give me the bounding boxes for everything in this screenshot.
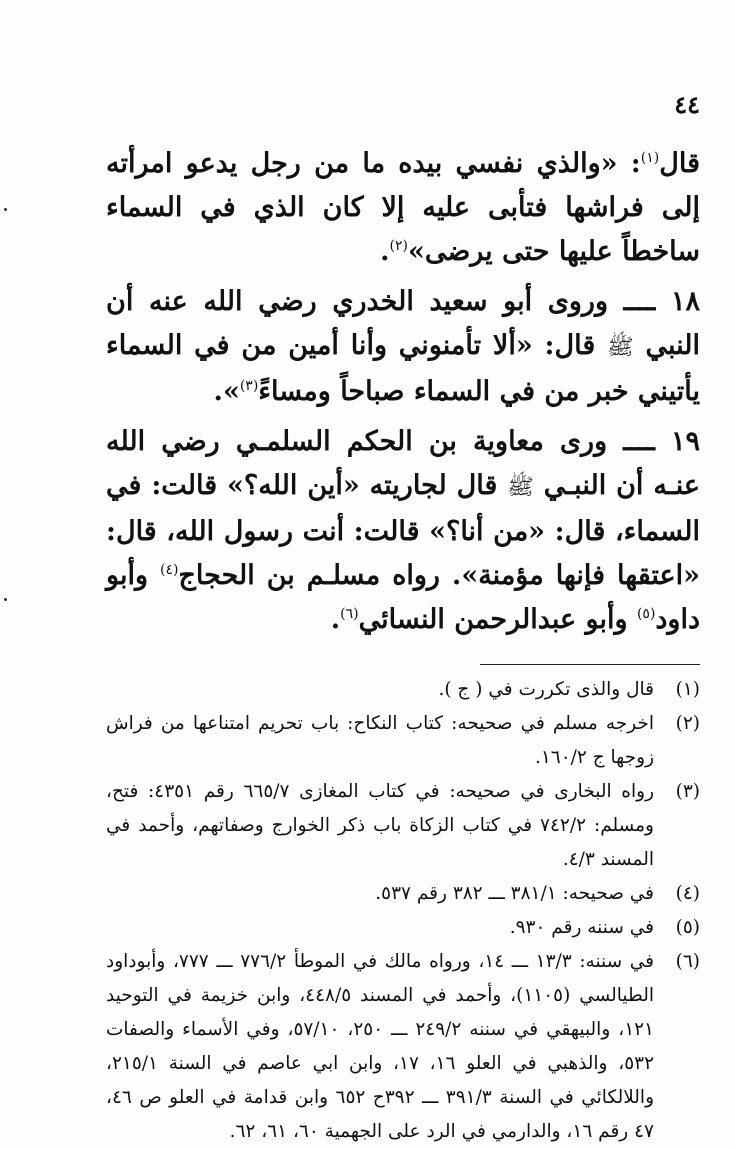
footnotes <box>106 673 700 1149</box>
footnote-3 <box>106 775 700 877</box>
book-page <box>106 90 700 1149</box>
footnote-ref-1[interactable]: (١) <box>640 150 660 166</box>
text-run: ». <box>213 376 240 407</box>
footnote-ref-6[interactable]: (٦) <box>340 606 359 622</box>
salawat-symbol: ﷺ <box>507 475 534 500</box>
footnote-ref-3[interactable]: (٣) <box>239 378 259 394</box>
text-run: : «والذي نفسي بيده ما من رجل يدعو امرأته إلى فراشها فتأبى عليه إلا كان الذي في السماء ساخطاً عليها حتى يرضى» <box>106 148 700 267</box>
text-run: وأبو داود <box>106 560 700 635</box>
text-run: ١٨ ــــ وروى أبو سعيد الخدري رضي الله عنه أن النبي <box>106 286 700 361</box>
hadith-18 <box>106 280 700 414</box>
text-run: . <box>330 604 341 635</box>
footnote-text: اخرجه مسلم في صحيحه: كتاب النكاح: باب تحريم امتناعها من فراش زوجها ج ١٦٠/٢. <box>106 713 654 768</box>
footnote-ref-2[interactable]: (٢) <box>389 238 408 254</box>
text-run: ١٩ ــــ ورى معاوية بن الحكم السلمـي رضي الله عنـه أن النبـي <box>106 426 700 501</box>
footnote-4 <box>106 877 700 911</box>
main-text <box>106 142 700 642</box>
scan-mark-top <box>4 208 7 211</box>
footnote-text: في سننه: ١٣/٣ ـــ ١٤، ورواه مالك في الموطأ ٧٧٦/٢ ـــ ٧٧٧، وأبوداود الطيالسي (١١٠٥)، وأحمد في المسند ٤٤٨/٥، وابن خزيمة في التوحيد ١٢١، والبيهقي في سننه ٢٤٩/٢ ـــ ٢٥٠، ٥٧/١٠، وفي الأسماء والصفات ٥٣٢، والذهبي في العلو ١٦، ١٧، وابن ابي عاصم في السنة ٢١٥/١، واللالكائي في السنة ٣٩١/٣ ـــ ٣٩٢ح ٦٥٢ وابن قدامة في العلو ص ٤٦، ٤٧ رقم ١٦، والدارمي في الرد على الجهمية ٦٠، ٦١، ٦٢. <box>106 951 655 1142</box>
text-run: . <box>380 236 390 267</box>
scan-mark-bottom <box>4 598 7 601</box>
footnote-number: (١) <box>675 679 700 700</box>
footnote-number: (٢) <box>675 713 700 734</box>
footnote-text: في صحيحه: ٣٨١/١ ـــ ٣٨٢ رقم ٥٣٧. <box>375 883 654 904</box>
footnote-number: (٥) <box>675 917 700 938</box>
footnote-5 <box>106 911 700 945</box>
footnote-1 <box>106 673 700 707</box>
footnote-number: (٦) <box>675 951 700 972</box>
paragraph-1 <box>106 142 700 274</box>
footnote-ref-5[interactable]: (٥) <box>636 606 656 622</box>
footnote-divider <box>480 664 700 665</box>
hadith-19 <box>106 420 700 642</box>
footnote-number: (٤) <box>675 883 700 904</box>
footnote-number: (٣) <box>675 781 700 802</box>
text-run: قال <box>659 148 700 179</box>
footnote-ref-4[interactable]: (٤) <box>160 562 179 578</box>
footnote-6 <box>106 945 700 1149</box>
footnote-text: قال والذى تكررت في ( ج ). <box>438 679 654 700</box>
salawat-symbol: ﷺ <box>607 335 634 360</box>
page-number: ٤٤ <box>674 90 700 119</box>
footnote-text: رواه البخارى في صحيحه: في كتاب المغازى ٦٦٥/٧ رقم ٤٣٥١: فتح، ومسلم: ٧٤٢/٢ في كتاب الزكاة باب ذكر الخوارج وصفاتهم، وأحمد في المسند ٤/٣. <box>106 781 655 870</box>
text-run: قال لجاريته «أين الله؟» قالت: في السماء، قال: «من أنا؟» قالت: أنت رسول الله، قال: «اعتقها فإنها مؤمنة». رواه مسلـم بن الحجاج <box>106 470 700 591</box>
footnote-2 <box>106 707 700 775</box>
footnote-text: في سننه رقم ٩٣٠. <box>509 917 654 938</box>
text-run: قال: «ألا تأمنوني وأنا أمين من في السماء يأتيني خبر من في السماء صباحاً ومساءً <box>106 330 700 407</box>
text-run: وأبو عبدالرحمن النسائي <box>358 604 637 635</box>
